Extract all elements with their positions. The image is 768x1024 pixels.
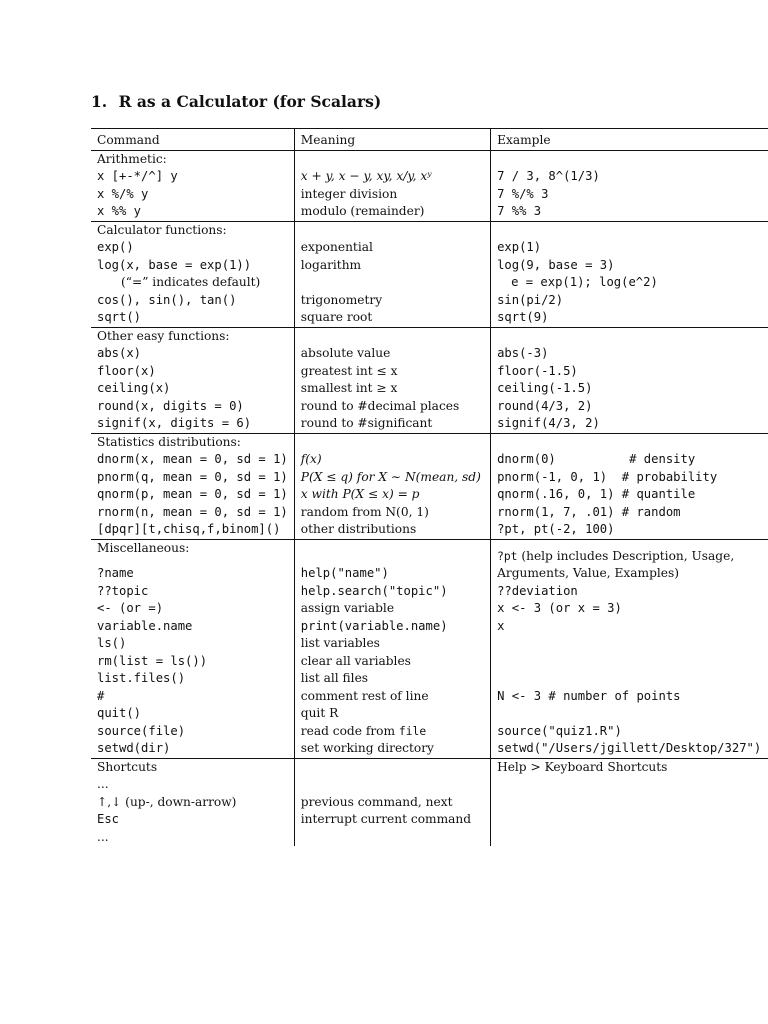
math-text: f(x) [300, 452, 322, 466]
command-cell: <- (or =) [97, 601, 164, 615]
meaning-cell: previous command, next [294, 794, 490, 812]
command-cell: ... [97, 777, 109, 791]
table-row [91, 380, 768, 398]
table-row [91, 794, 768, 812]
meaning-cell: other distributions [294, 521, 490, 539]
command-cell: dnorm(x, mean = 0, sd = 1) [97, 452, 288, 466]
example-cell: sin(pi/2) [491, 292, 768, 310]
example-cell [491, 539, 768, 583]
command-text: (up-, down-arrow) [121, 794, 237, 809]
meaning-cell [294, 776, 490, 794]
example-text: pnorm(-1, 0, 1) # probability [497, 469, 718, 484]
table-row [91, 811, 768, 829]
example-text: e = exp(1); log(e^2) [511, 275, 658, 289]
meaning-cell: list all files [294, 670, 490, 688]
group-label-row [91, 327, 768, 345]
group-label-row [91, 758, 768, 776]
meaning-cell: comment rest of line [294, 688, 490, 706]
command-cell: ??topic [97, 583, 149, 598]
table-row [91, 203, 768, 221]
meaning-cell: help.search("topic") [294, 583, 490, 601]
meaning-cell: logarithm [294, 257, 490, 275]
meaning-cell [294, 451, 490, 469]
command-cell: # [97, 688, 105, 703]
section-title [91, 92, 381, 111]
meaning-cell [294, 469, 490, 487]
table-row [91, 705, 768, 723]
meaning-cell [294, 723, 490, 741]
table-row [91, 469, 768, 487]
header-example: Example [491, 129, 768, 151]
table-row [91, 600, 768, 618]
command-cell: rnorm(n, mean = 0, sd = 1) [97, 504, 288, 519]
example-cell: ?pt, pt(-2, 100) [491, 521, 768, 539]
meaning-code: file [398, 724, 427, 738]
math-text: x with P(X ≤ x) = p [300, 487, 420, 501]
command-cell: variable.name [97, 618, 193, 633]
table-row [91, 309, 768, 327]
example-cell: N <- 3 # number of points [491, 688, 768, 706]
table-row [91, 635, 768, 653]
example-cell [491, 670, 768, 688]
table-row [91, 740, 768, 758]
example-cell: setwd("/Users/jgillett/Desktop/327") [491, 740, 768, 758]
example-cell [491, 504, 768, 522]
meaning-cell: assign variable [294, 600, 490, 618]
table-row [91, 486, 768, 504]
meaning-cell: greatest int ≤ x [294, 363, 490, 381]
table-header-row [91, 129, 768, 151]
example-cell [491, 486, 768, 504]
table-row [91, 670, 768, 688]
meaning-cell: interrupt current command [294, 811, 490, 829]
command-cell: ls() [97, 636, 127, 650]
example-cell [491, 451, 768, 469]
table-row [91, 521, 768, 539]
example-cell [491, 705, 768, 723]
table-row [91, 688, 768, 706]
meaning-cell: square root [294, 309, 490, 327]
table-row [91, 168, 768, 186]
meaning-text: read code from [300, 723, 399, 738]
meaning-cell: round to #decimal places [294, 398, 490, 416]
command-cell: exp() [97, 240, 134, 254]
command-cell: floor(x) [97, 363, 156, 378]
group-label-arithmetic: Arithmetic: [97, 151, 167, 166]
meaning-cell: print(variable.name) [294, 618, 490, 636]
table-row [91, 274, 768, 292]
example-cell: ceiling(-1.5) [491, 380, 768, 398]
example-cell: source("quiz1.R") [491, 723, 768, 741]
example-text: rnorm(1, 7, .01) # random [497, 504, 681, 519]
meaning-cell: exponential [294, 239, 490, 257]
command-cell: list.files() [97, 671, 186, 685]
example-cell [491, 274, 768, 292]
command-cell: log(x, base = exp(1)) [97, 257, 252, 272]
meaning-cell: integer division [294, 186, 490, 204]
command-cell: x [+-*/^] y [97, 169, 178, 183]
meaning-cell: quit R [294, 705, 490, 723]
default-note: (“=” indicates default) [121, 275, 261, 289]
math-text: P(X ≤ q) for X ∼ N(mean, sd) [300, 469, 481, 484]
table-row [91, 415, 768, 433]
example-cell: abs(-3) [491, 345, 768, 363]
meaning-cell: set working directory [294, 740, 490, 758]
example-cell: 7 %% 3 [491, 203, 768, 221]
example-cell: floor(-1.5) [491, 363, 768, 381]
group-label-row [91, 539, 768, 557]
command-cell: ... [97, 829, 109, 844]
meaning-cell [294, 274, 490, 292]
meaning-cell: round to #significant [294, 415, 490, 433]
table-row [91, 363, 768, 381]
table-row [91, 398, 768, 416]
group-label-stats: Statistics distributions: [91, 433, 294, 451]
meaning-cell: modulo (remainder) [294, 203, 490, 221]
meaning-cell: smallest int ≥ x [294, 380, 490, 398]
example-text: qnorm(.16, 0, 1) # quantile [497, 487, 696, 501]
meaning-cell [294, 829, 490, 847]
example-cell [491, 635, 768, 653]
table-row [91, 829, 768, 847]
example-cell: ??deviation [491, 583, 768, 601]
example-cell: 7 %/% 3 [491, 186, 768, 204]
example-cell: round(4/3, 2) [491, 398, 768, 416]
group-label-calculator: Calculator functions: [91, 221, 294, 239]
command-cell: source(file) [97, 723, 186, 738]
meaning-cell [294, 486, 490, 504]
example-cell: x [491, 618, 768, 636]
command-cell: rm(list = ls()) [97, 653, 208, 668]
command-cell: setwd(dir) [97, 741, 171, 755]
command-cell: abs(x) [97, 346, 142, 360]
command-cell: signif(x, digits = 6) [97, 416, 252, 430]
group-label-row [91, 433, 768, 451]
table-row [91, 257, 768, 275]
command-note-cell [91, 274, 294, 292]
arrow-keys-icon: ↑,↓ [97, 794, 122, 809]
table-row [91, 504, 768, 522]
table-row [91, 723, 768, 741]
help-example-line1: ?pt (help includes Description, Usage, [497, 548, 735, 563]
command-cell: round(x, digits = 0) [97, 398, 244, 413]
table-row [91, 776, 768, 794]
meaning-cell: trigonometry [294, 292, 490, 310]
example-cell [491, 653, 768, 671]
command-cell: x %/% y [97, 186, 149, 201]
table-row [91, 653, 768, 671]
example-cell: sqrt(9) [491, 309, 768, 327]
command-cell: ?name [97, 566, 134, 580]
meaning-cell [294, 168, 490, 186]
example-cell: x <- 3 (or x = 3) [491, 600, 768, 618]
command-cell: x %% y [97, 204, 142, 218]
table-row [91, 618, 768, 636]
command-cell [91, 794, 294, 812]
table-row [91, 345, 768, 363]
help-example-line2: Arguments, Value, Examples) [497, 566, 680, 580]
example-cell: log(9, base = 3) [491, 257, 768, 275]
meaning-cell: absolute value [294, 345, 490, 363]
group-label-row [91, 150, 768, 168]
table-row [91, 292, 768, 310]
meaning-cell: list variables [294, 635, 490, 653]
example-cell: signif(4/3, 2) [491, 415, 768, 433]
table-row [91, 239, 768, 257]
group-label-shortcuts: Shortcuts [91, 758, 294, 776]
group-label-misc: Miscellaneous: [91, 539, 294, 557]
command-cell: pnorm(q, mean = 0, sd = 1) [97, 469, 288, 484]
section-number: 1. [91, 92, 108, 111]
table-row [91, 186, 768, 204]
command-cell: cos(), sin(), tan() [97, 292, 237, 307]
meaning-cell: random from N(0, 1) [294, 504, 490, 522]
example-cell [491, 469, 768, 487]
table-row [91, 583, 768, 601]
command-cell: [dpqr][t,chisq,f,binom]() [97, 522, 281, 536]
example-cell: Help > Keyboard Shortcuts [491, 758, 768, 776]
reference-table [91, 128, 768, 846]
group-label-row [91, 221, 768, 239]
meaning-cell: clear all variables [294, 653, 490, 671]
header-command: Command [91, 129, 294, 151]
header-meaning: Meaning [294, 129, 490, 151]
command-cell: quit() [97, 706, 142, 720]
math-text: x + y, x − y, xy, x/y, xʸ [300, 169, 432, 183]
example-cell: exp(1) [491, 239, 768, 257]
group-label-easy: Other easy functions: [91, 327, 294, 345]
command-cell: Esc [97, 812, 120, 826]
table-row [91, 451, 768, 469]
example-text: dnorm(0) # density [497, 452, 696, 466]
meaning-cell: help("name") [294, 557, 490, 583]
command-cell: sqrt() [97, 310, 142, 324]
command-cell: qnorm(p, mean = 0, sd = 1) [97, 487, 288, 501]
example-cell: 7 / 3, 8^(1/3) [491, 168, 768, 186]
section-heading: R as a Calculator (for Scalars) [118, 92, 382, 111]
command-cell: ceiling(x) [97, 381, 171, 395]
